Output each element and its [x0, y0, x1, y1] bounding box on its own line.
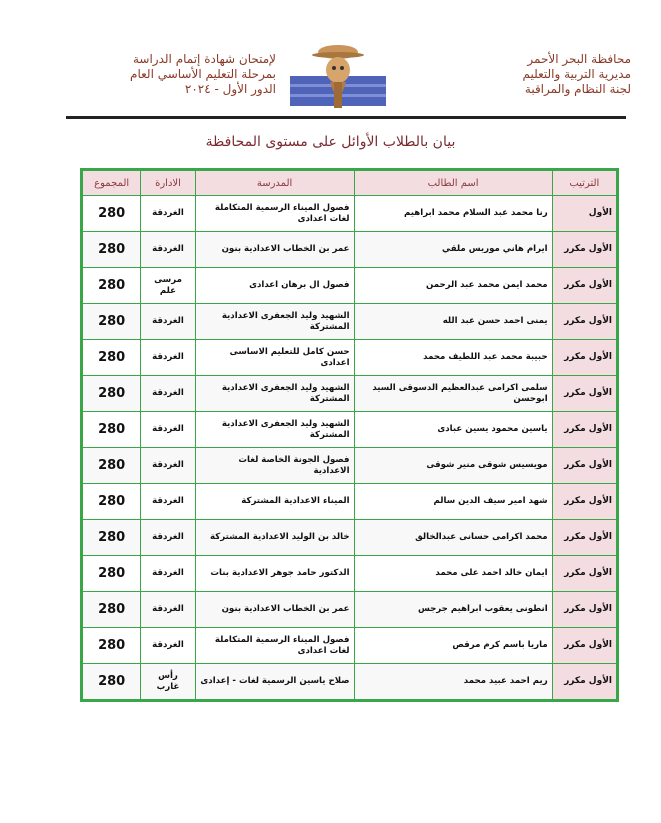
- student-name-cell: محمد اكرامى حسانى عبدالخالق: [354, 520, 552, 556]
- admin-cell: الغردقة: [141, 592, 195, 628]
- rank-cell: الأول مكرر: [552, 520, 616, 556]
- header-left: [86, 52, 276, 97]
- school-cell: فصول الجونة الخاصة لغات الاعدادية: [195, 448, 354, 484]
- school-cell: فصول الميناء الرسمية المتكاملة لغات اعدادى: [195, 628, 354, 664]
- admin-cell: الغردقة: [141, 304, 195, 340]
- table-row: [83, 448, 617, 484]
- rank-cell: الأول مكرر: [552, 304, 616, 340]
- table-row: [83, 304, 617, 340]
- admin-cell: الغردقة: [141, 556, 195, 592]
- school-cell: الميناء الاعدادية المشتركة: [195, 484, 354, 520]
- total-cell: 280: [83, 196, 141, 232]
- header-right: [523, 52, 632, 97]
- admin-cell: مرسى علم: [141, 268, 195, 304]
- admin-cell: الغردقة: [141, 628, 195, 664]
- total-cell: 280: [83, 268, 141, 304]
- student-name-cell: مويسيس شوقى منير شوقى: [354, 448, 552, 484]
- admin-cell: الغردقة: [141, 448, 195, 484]
- rank-cell: الأول: [552, 196, 616, 232]
- student-name-cell: انطونى يعقوب ابراهيم جرجس: [354, 592, 552, 628]
- rank-cell: الأول مكرر: [552, 232, 616, 268]
- total-cell: 280: [83, 232, 141, 268]
- table-row: [83, 376, 617, 412]
- header-name: اسم الطالب: [354, 171, 552, 196]
- rank-cell: الأول مكرر: [552, 268, 616, 304]
- table-row: [83, 520, 617, 556]
- header-left-line: الدور الأول - ٢٠٢٤: [184, 82, 276, 96]
- total-cell: 280: [83, 448, 141, 484]
- school-cell: عمر بن الخطاب الاعدادية بنون: [195, 592, 354, 628]
- admin-cell: الغردقة: [141, 520, 195, 556]
- admin-cell: الغردقة: [141, 196, 195, 232]
- table-header-row: [83, 171, 617, 196]
- students-table-frame: [80, 168, 619, 702]
- total-cell: 280: [83, 664, 141, 700]
- header-total: المجموع: [83, 171, 141, 196]
- school-cell: الشهيد وليد الجعفرى الاعدادية المشتركة: [195, 412, 354, 448]
- total-cell: 280: [83, 520, 141, 556]
- total-cell: 280: [83, 592, 141, 628]
- table-row: [83, 484, 617, 520]
- total-cell: 280: [83, 376, 141, 412]
- student-name-cell: ايرام هاني موريس ملقي: [354, 232, 552, 268]
- total-cell: 280: [83, 340, 141, 376]
- header-divider: [66, 116, 626, 119]
- total-cell: 280: [83, 628, 141, 664]
- rank-cell: الأول مكرر: [552, 376, 616, 412]
- school-cell: فصول الميناء الرسمية المتكاملة لغات اعدادى: [195, 196, 354, 232]
- admin-cell: الغردقة: [141, 232, 195, 268]
- header-left-line: لإمتحان شهادة إتمام الدراسة: [132, 52, 276, 66]
- table-row: [83, 196, 617, 232]
- rank-cell: الأول مكرر: [552, 592, 616, 628]
- table-row: [83, 556, 617, 592]
- table-row: [83, 664, 617, 700]
- header-rank: الترتيب: [552, 171, 616, 196]
- student-name-cell: رنا محمد عبد السلام محمد ابراهيم: [354, 196, 552, 232]
- header-left-line: بمرحلة التعليم الأساسي العام: [130, 67, 276, 81]
- total-cell: 280: [83, 484, 141, 520]
- emblem-logo: [288, 40, 388, 112]
- rank-cell: الأول مكرر: [552, 556, 616, 592]
- rank-cell: الأول مكرر: [552, 628, 616, 664]
- table-row: [83, 592, 617, 628]
- table-row: [83, 268, 617, 304]
- student-name-cell: حبيبة محمد عبد اللطيف محمد: [354, 340, 552, 376]
- student-name-cell: شهد امير سيف الدين سالم: [354, 484, 552, 520]
- rank-cell: الأول مكرر: [552, 484, 616, 520]
- student-name-cell: محمد ايمن محمد عبد الرحمن: [354, 268, 552, 304]
- school-cell: خالد بن الوليد الاعدادية المشتركة: [195, 520, 354, 556]
- header-right-line: لجنة النظام والمراقبة: [524, 82, 631, 96]
- header-right-line: محافظة البحر الأحمر: [527, 52, 631, 66]
- admin-cell: رأس غارب: [141, 664, 195, 700]
- rank-cell: الأول مكرر: [552, 340, 616, 376]
- table-row: [83, 628, 617, 664]
- rank-cell: الأول مكرر: [552, 664, 616, 700]
- school-cell: الدكتور حامد جوهر الاعدادية بنات: [195, 556, 354, 592]
- student-name-cell: يمنى احمد حسن عبد الله: [354, 304, 552, 340]
- rank-cell: الأول مكرر: [552, 412, 616, 448]
- school-cell: الشهيد وليد الجعفرى الاعدادية المشتركة: [195, 376, 354, 412]
- school-cell: الشهيد وليد الجعفرى الاعدادية المشتركة: [195, 304, 354, 340]
- total-cell: 280: [83, 412, 141, 448]
- student-name-cell: ماريا باسم كرم مرقص: [354, 628, 552, 664]
- students-table: [82, 170, 617, 700]
- school-cell: عمر بن الخطاب الاعدادية بنون: [195, 232, 354, 268]
- document-title: بيان بالطلاب الأوائل على مستوى المحافظة: [205, 134, 456, 150]
- rank-cell: الأول مكرر: [552, 448, 616, 484]
- table-row: [83, 412, 617, 448]
- header-admin: الادارة: [141, 171, 195, 196]
- admin-cell: الغردقة: [141, 376, 195, 412]
- header-school: المدرسة: [195, 171, 354, 196]
- total-cell: 280: [83, 304, 141, 340]
- admin-cell: الغردقة: [141, 484, 195, 520]
- student-name-cell: ياسين محمود يسين عبادى: [354, 412, 552, 448]
- student-name-cell: ريم احمد عبيد محمد: [354, 664, 552, 700]
- student-name-cell: ايمان خالد احمد على محمد: [354, 556, 552, 592]
- table-row: [83, 340, 617, 376]
- school-cell: صلاح ياسين الرسمية لغات - إعدادى: [195, 664, 354, 700]
- total-cell: 280: [83, 556, 141, 592]
- admin-cell: الغردقة: [141, 412, 195, 448]
- header-right-line: مديرية التربية والتعليم: [522, 67, 631, 81]
- school-cell: حسن كامل للتعليم الاساسى اعدادى: [195, 340, 354, 376]
- table-row: [83, 232, 617, 268]
- school-cell: فصول ال برهان اعدادى: [195, 268, 354, 304]
- admin-cell: الغردقة: [141, 340, 195, 376]
- student-name-cell: سلمى اكرامى عبدالعظيم الدسوقى السيد ابوحسن: [354, 376, 552, 412]
